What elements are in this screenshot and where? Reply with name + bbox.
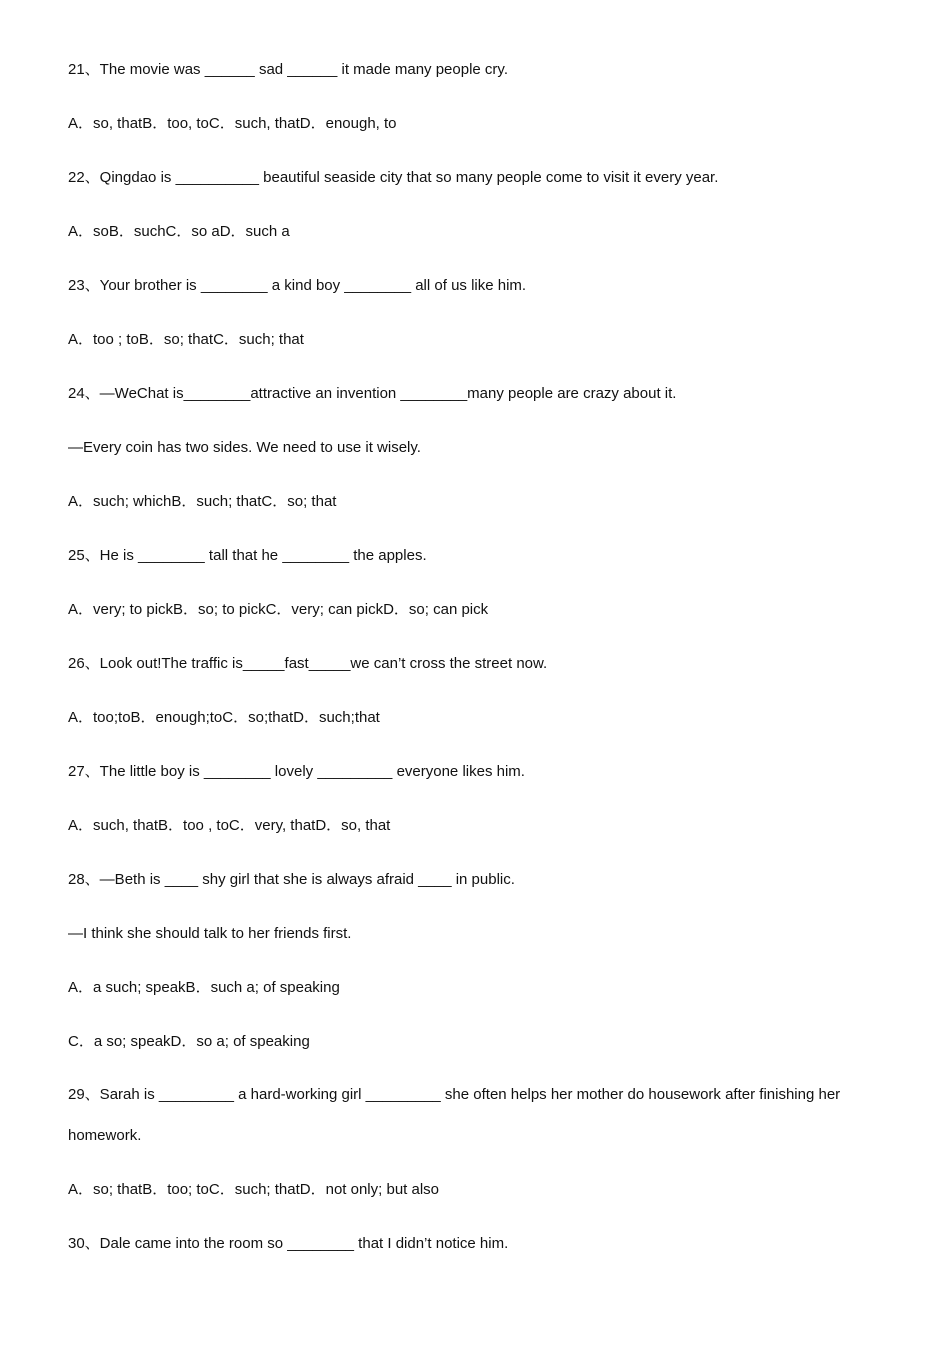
question-25: 25、He is ________ tall that he ________ the apples. (68, 547, 427, 564)
question-23: 23、Your brother is ________ a kind boy ________ all of us like him. (68, 277, 527, 294)
question-22: 22、Qingdao is __________ beautiful seaside city that so many people come to visit it every year. (68, 169, 719, 186)
question-24-reply: —Every coin has two sides. We need to use it wisely. (68, 439, 421, 456)
question-22-options: A．soB．suchC．so aD．such a (68, 223, 290, 240)
question-26-options: A．too;toB．enough;toC．so;thatD．such;that (68, 709, 380, 726)
question-28-reply: —I think she should talk to her friends first. (68, 925, 352, 942)
question-28-options-cd: C．a so; speakD．so a; of speaking (68, 1033, 310, 1050)
question-21: 21、The movie was ______ sad ______ it made many people cry. (68, 61, 508, 78)
question-21-options: A．so, thatB．too, toC．such, thatD．enough, to (68, 115, 397, 132)
question-25-options: A．very; to pickB．so; to pickC．very; can pickD．so; can pick (68, 601, 489, 618)
question-27-options: A．such, thatB．too , toC．very, thatD．so, that (68, 817, 391, 834)
question-26: 26、Look out!The traffic is_____fast_____we can’t cross the street now. (68, 655, 548, 672)
question-29-options: A．so; thatB．too; toC．such; thatD．not only; but also (68, 1181, 440, 1198)
question-28: 28、—Beth is ____ shy girl that she is always afraid ____ in public. (68, 871, 515, 888)
question-24-options: A．such; whichB．such; thatC．so; that (68, 493, 337, 510)
question-27: 27、The little boy is ________ lovely _________ everyone likes him. (68, 763, 525, 780)
question-29: 29、Sarah is _________ a hard-working girl _________ she often helps her mother do housework after finishing her homework. (68, 1086, 841, 1144)
question-28-options-ab: A．a such; speakB．such a; of speaking (68, 979, 340, 996)
question-24: 24、—WeChat is________attractive an invention ________many people are crazy about it. (68, 385, 677, 402)
question-30: 30、Dale came into the room so ________ that I didn’t notice him. (68, 1235, 509, 1252)
question-23-options: A．too ; toB．so; thatC．such; that (68, 331, 304, 348)
